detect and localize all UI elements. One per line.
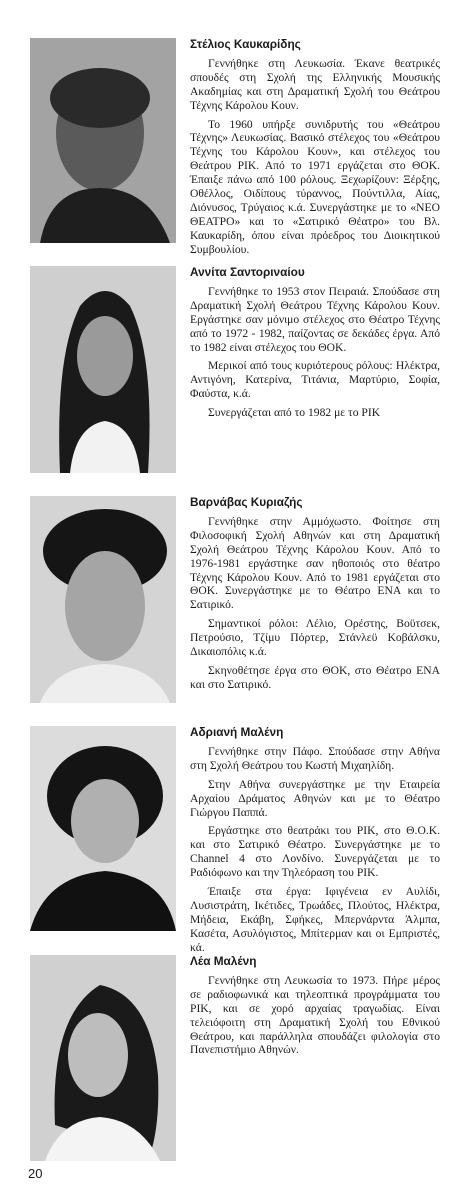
actor-name: Στέλιος Καυκαρίδης — [190, 37, 301, 51]
actor-bio-1 — [190, 38, 440, 262]
bio-paragraph: Γεννήθηκε στη Λευκωσία. Έκανε θεατρικές σπουδές στη Σχολή της Ελληνικής Μουσικής Ακαδημίας και στη Δραματική Σχολή του Θεάτρου Τέχνης Κάρολου Κουν. — [190, 56, 440, 112]
actor-photo-1 — [30, 38, 176, 243]
bio-paragraph: Γεννήθηκε το 1953 στον Πειραιά. Σπούδασε στη Δραματική Σχολή Θεάτρου Τέχνης Κάρολου Κουν. Εργάστηκε σαν μόνιμο στέλεχος στο Θέατρο Τέχνης από το 1972 - 1982, παίζοντας σε δεκάδες έργα. Από το 1982 είναι στέλεχος του ΘΟΚ. — [190, 284, 440, 354]
bio-paragraph: Εργάστηκε στο θεατράκι του ΡΙΚ, στο Θ.Ο.Κ. και στο Σατιρικό Θέατρο. Συνεργάστηκε με το Channel 4 στο Λονδίνο. Συνεργάζεται με το Ραδιόφωνο και την Τηλεόραση του ΡΙΚ. — [190, 824, 440, 880]
bio-paragraph: Γεννήθηκε στη Λευκωσία το 1973. Πήρε μέρος σε ραδιοφωνικά και τηλεοπτικά προγράμματα του ΡΙΚ, και σε χορό αρχαίας τραγωδίας. Είναι τελειόφοιτη στη Δραματική Σχολή του Εθνικού Θεάτρου, και παράλληλα σπουδάζει φιλολογία στο Πανεπιστήμιο Αθηνών. — [190, 973, 440, 1057]
actor-bio-5 — [190, 955, 440, 1062]
actor-name: Αδριανή Μαλένη — [190, 725, 284, 739]
portrait-silhouette — [30, 955, 176, 1161]
actor-bio-4 — [190, 726, 440, 960]
bio-paragraph: Στην Αθήνα συνεργάστηκε με την Εταιρεία Αρχαίου Δράματος Αθηνών και με το Θέατρο Γιώργου Παππά. — [190, 777, 440, 819]
portrait-silhouette — [30, 726, 176, 931]
bio-paragraph: Έπαιξε στα έργα: Ιφιγένεια εν Αυλίδι, Λυσιστράτη, Ικέτιδες, Τρωάδες, Πλούτος, Ηλέκτρα, Μήδεια, Εκάβη, Σφήκες, Μπερνάρντα Άλμπα, Κασέτα, Ασυλόγιστος, Μπίτερμαν και οι Εμπριστές, κά. — [190, 885, 440, 954]
portrait-silhouette — [30, 38, 176, 243]
portrait-silhouette — [30, 496, 176, 703]
actor-photo-3 — [30, 496, 176, 703]
actor-photo-5 — [30, 955, 176, 1161]
bio-paragraph: Το 1960 υπήρξε συνιδρυτής του «Θεάτρου Τέχνης» Λευκωσίας. Βασικό στέλεχος του «Θεάτρου Τέχνης του Κάρολου Κουν», και στέλεχος του Θεάτρου ΡΙΚ. Από το 1971 εργάζεται στο ΘΟΚ. Έπαιξε πάνω από 100 ρόλους. Ξεχωρίζουν: Ξέρξης, Οθέλλος, Οιδίπους τύραννος, Πούντιλλα, Αίας, Διόνυσος, Τρύγαιος κ.ά. Συνεργάστηκε με το «ΝΕΟ ΘΕΑΤΡΟ» και το «Σατιρικό Θέατρο» του Βλ. Καυκαρίδη, όπου είναι πρόεδρος του Διοικητικού Συμβουλίου. — [190, 117, 440, 256]
actor-name: Λέα Μαλένη — [190, 954, 257, 968]
bio-paragraph: Γεννήθηκε στην Πάφο. Σπούδασε στην Αθήνα στη Σχολή Θεάτρου του Κωστή Μιχαηλίδη. — [190, 744, 440, 772]
bio-paragraph: Σκηνοθέτησε έργα στο ΘΟΚ, στο Θέατρο ΕΝΑ και στο Σατιρικό. — [190, 663, 440, 691]
actor-name: Βαρνάβας Κυριαζής — [190, 495, 303, 509]
actor-photo-2 — [30, 266, 176, 473]
page-number: 20 — [28, 1166, 43, 1181]
bio-paragraph: Γεννήθηκε στην Αμμόχωστο. Φοίτησε στη Φιλοσοφική Σχολή Αθηνών και στη Δραματική Σχολή Θεάτρου Τέχνης Κάρολου Κουν. Από το 1976-1981 εργάστηκε σαν ηθοποιός στο θέατρο Τέχνης Κάρολου Κουν. Από το 1981 εργάζεται στο ΘΟΚ. Συνεργάστηκε με το Θέατρο ΕΝΑ και το Σατιρικό. — [190, 514, 440, 612]
actor-bio-3 — [190, 496, 440, 697]
actor-name: Αννίτα Σαντοριναίου — [190, 265, 305, 279]
actor-bio-2 — [190, 266, 440, 425]
bio-paragraph: Μερικοί από τους κυριότερους ρόλους: Ηλέκτρα, Αντιγόνη, Κατερίνα, Τιτάνια, Μαρτύριο, Σοφία, Φαύστα, κ.ά. — [190, 359, 440, 401]
bio-paragraph: Συνεργάζεται από το 1982 με το ΡΙΚ — [208, 406, 381, 420]
actor-photo-4 — [30, 726, 176, 931]
bio-paragraph: Σημαντικοί ρόλοι: Λέλιο, Ορέστης, Βοϋτσεκ, Πετρούσιο, Τζίμυ Πόρτερ, Στάνλεϋ Κοβάλσκυ, Δικαιοπόλις κ.ά. — [190, 617, 440, 659]
portrait-silhouette — [30, 266, 176, 473]
